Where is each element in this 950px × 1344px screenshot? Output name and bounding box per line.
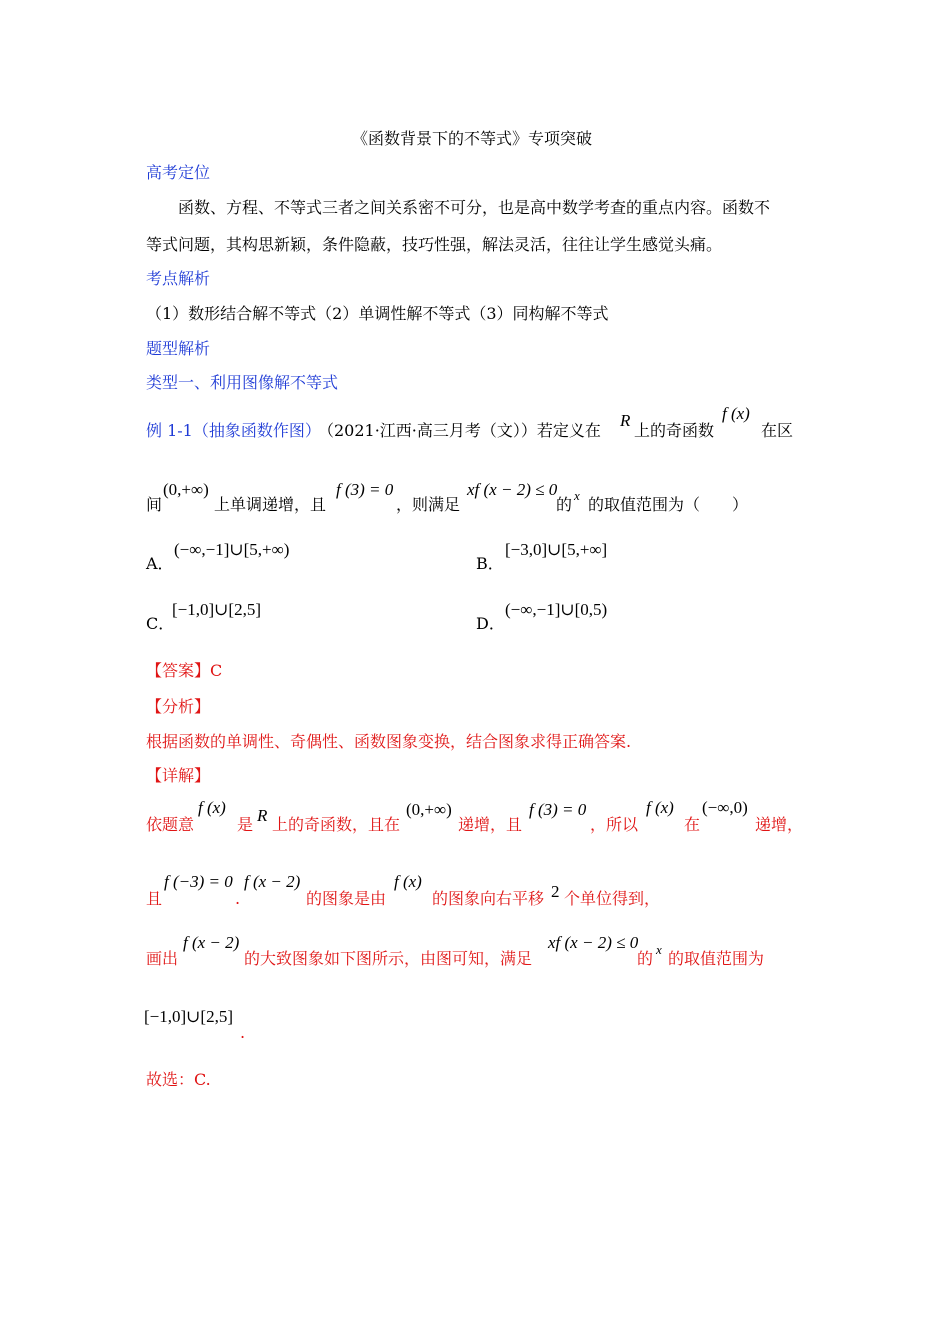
detail-text-7: 递增， <box>755 815 804 834</box>
math-inequality: xf (x − 2) ≤ 0 <box>467 480 558 499</box>
detail-text-6: 在 <box>684 815 701 834</box>
heading-key-points: 考点解析 <box>146 269 211 288</box>
math-f3-zero: f (3) = 0 <box>336 480 394 499</box>
math-interval-pos-2: (0,+∞) <box>406 800 452 819</box>
detail-text-14: 的大致图象如下图所示，由图可知，满足 <box>244 949 533 968</box>
detail-text-1: 依题意 <box>146 815 195 834</box>
math-fx-minus-2-b: f (x − 2) <box>183 933 240 952</box>
detail-text-13: 画出 <box>146 949 179 968</box>
detail-title: 【详解】 <box>146 766 211 785</box>
math-fx: f (x) <box>722 404 750 423</box>
detail-text-3: 上的奇函数，且在 <box>272 815 401 834</box>
option-c-label: C． <box>146 614 175 633</box>
detail-text-16: 的取值范围为 <box>668 949 765 968</box>
math-interval-neg: (−∞,0) <box>702 798 748 817</box>
detail-text-9: . <box>235 889 241 908</box>
example-text-1: 上的奇函数 <box>634 421 715 440</box>
option-d-label: D． <box>476 614 505 633</box>
math-two: 2 <box>551 882 560 901</box>
detail-text-11: 的图象向右平移 <box>432 889 545 908</box>
math-f3-zero-2: f (3) = 0 <box>529 800 587 819</box>
detail-text-5: ，所以 <box>590 815 639 834</box>
detail-text-2: 是 <box>237 815 254 834</box>
detail-text-10: 的图象是由 <box>306 889 387 908</box>
math-inequality-2: xf (x − 2) ≤ 0 <box>548 933 639 952</box>
detail-text-15: 的 <box>637 949 654 968</box>
example-text-2: 在区 <box>761 421 794 440</box>
heading-gaokao-position: 高考定位 <box>146 163 211 182</box>
math-fx-4: f (x) <box>394 872 422 891</box>
math-x-2: x <box>656 942 662 957</box>
heading-problem-types: 题型解析 <box>146 339 211 358</box>
example-text-4: 上单调递增，且 <box>214 495 327 514</box>
detail-text-17: . <box>240 1023 246 1042</box>
option-c-math: [−1,0]∪[2,5] <box>172 600 261 619</box>
heading-type-one: 类型一、利用图像解不等式 <box>146 373 339 392</box>
example-source: （2021·江西·高三月考（文））若定义在 <box>318 421 601 440</box>
math-result: [−1,0]∪[2,5] <box>144 1007 233 1026</box>
analysis-title: 【分析】 <box>146 697 211 716</box>
analysis-text: 根据函数的单调性、奇偶性、函数图象变换，结合图象求得正确答案. <box>146 732 632 751</box>
math-interval-pos: (0,+∞) <box>163 480 209 499</box>
answer-line: 【答案】C <box>146 661 223 680</box>
example-label: 例 1-1（抽象函数作图） <box>146 421 321 440</box>
intro-line-2: 等式问题，其构思新颖，条件隐蔽，技巧性强，解法灵活，往往让学生感觉头痛。 <box>146 235 723 254</box>
detail-text-4: 递增，且 <box>458 815 523 834</box>
option-b-label: B． <box>476 554 504 573</box>
option-b-math: [−3,0]∪[5,+∞] <box>505 540 608 559</box>
math-R-2: R <box>257 806 268 825</box>
math-fx-2: f (x) <box>198 798 226 817</box>
math-fx-3: f (x) <box>646 798 674 817</box>
option-d-math: (−∞,−1]∪[0,5) <box>505 600 608 619</box>
example-text-7: 的取值范围为（ ） <box>588 495 749 514</box>
option-a-label: A． <box>146 554 174 573</box>
option-a-math: (−∞,−1]∪[5,+∞) <box>174 540 290 559</box>
key-points-list: （1）数形结合解不等式（2）单调性解不等式（3）同构解不等式 <box>146 304 609 323</box>
math-fx-minus-2: f (x − 2) <box>244 872 301 891</box>
detail-text-12: 个单位得到， <box>564 889 661 908</box>
example-text-6: 的 <box>556 495 573 514</box>
final-choice: 故选：C. <box>146 1070 211 1089</box>
math-x: x <box>574 488 580 503</box>
example-text-5: ，则满足 <box>396 495 461 514</box>
intro-line-1: 函数、方程、不等式三者之间关系密不可分，也是高中数学考查的重点内容。函数不 <box>178 198 771 217</box>
math-R: R <box>620 411 631 430</box>
example-text-3: 间 <box>146 495 163 514</box>
detail-text-8: 且 <box>146 889 163 908</box>
math-fm3-zero: f (−3) = 0 <box>164 872 233 891</box>
doc-title: 《函数背景下的不等式》专项突破 <box>352 129 593 148</box>
